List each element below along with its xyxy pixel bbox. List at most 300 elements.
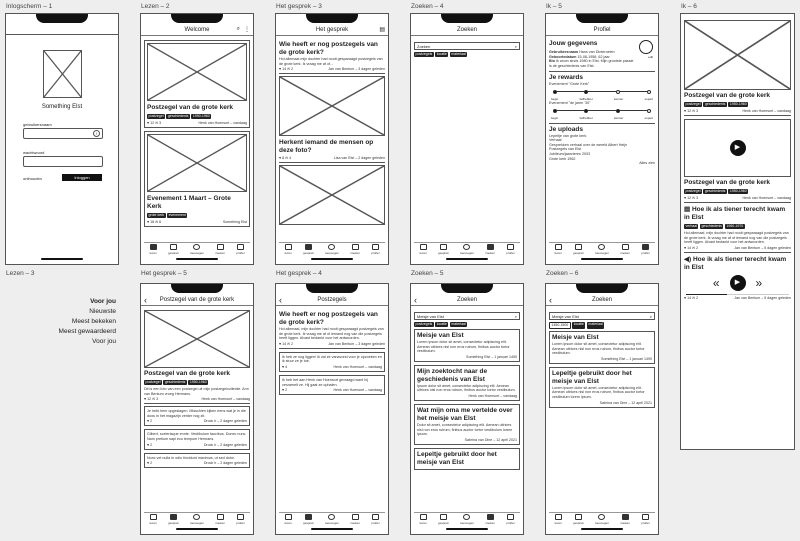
result-title: Wat mijn oma me vertelde over het meisje van Elst bbox=[417, 406, 513, 422]
phone-gesprek4 bbox=[275, 283, 389, 535]
back-icon[interactable]: ‹ bbox=[414, 294, 417, 305]
post-title: Postzegel van de grote kerk bbox=[684, 179, 770, 186]
notch bbox=[306, 14, 358, 23]
tag[interactable]: postzegel bbox=[148, 114, 164, 118]
tag[interactable]: geschiedenis bbox=[164, 380, 186, 384]
result-author: Sabrina van Dine – 12 april 2021 bbox=[599, 400, 652, 405]
question-card[interactable] bbox=[279, 41, 385, 74]
post-image bbox=[144, 310, 250, 368]
top-bar bbox=[141, 24, 253, 36]
book-icon bbox=[420, 244, 427, 250]
post-title: Postzegel van de grote kerk bbox=[147, 104, 233, 111]
password-label: wachtwoord bbox=[23, 150, 45, 155]
filter-chip[interactable]: materiaal bbox=[451, 322, 466, 326]
reply-stats: ♥ 4 bbox=[282, 364, 288, 369]
filter-chip[interactable]: 1450-1500 bbox=[549, 322, 571, 329]
plus-icon bbox=[193, 244, 200, 250]
nav-profiel[interactable]: profiel bbox=[506, 514, 514, 525]
result-text: Lorem ipsum dolor sit amet, consectetur adipiscing elit. Aenean ultrices nisl non eros rutrum, finibus auctor tortor vestibulum lorem ipsum. bbox=[552, 385, 645, 399]
post-stats: ♥ 12 ✉ 3 bbox=[147, 121, 162, 125]
frame-label-zoeken4: Zoeken – 4 bbox=[411, 3, 444, 10]
avatar-icon[interactable] bbox=[639, 40, 653, 54]
chat-icon bbox=[440, 244, 447, 250]
nav-lezen[interactable]: lezen bbox=[150, 514, 157, 525]
post-image bbox=[147, 134, 247, 192]
plus-icon bbox=[193, 514, 200, 520]
tag[interactable]: grote kerk bbox=[148, 213, 165, 217]
comment-text: Nunc vel nulla in odio tincidunt maximus, ut sed dolor. bbox=[147, 455, 235, 460]
remember-label: onthouden bbox=[23, 176, 42, 181]
search-result[interactable] bbox=[549, 367, 655, 408]
edit-link[interactable]: edit bbox=[648, 55, 653, 59]
top-bar bbox=[546, 24, 658, 36]
book-icon bbox=[285, 244, 292, 250]
search-icon bbox=[487, 244, 494, 250]
plus-icon bbox=[598, 244, 605, 250]
nav-toevoegen[interactable]: toevoegen bbox=[460, 514, 474, 525]
reward-progress bbox=[553, 107, 651, 115]
frame-label-inlog: Inlogscherm – 1 bbox=[6, 3, 53, 10]
post-title: Postzegel van de grote kerk bbox=[684, 92, 770, 99]
nav-profiel[interactable]: profiel bbox=[236, 514, 244, 525]
user-icon bbox=[372, 514, 379, 520]
phone-ik6 bbox=[680, 13, 795, 450]
page-title: Postzegel van de grote kerk bbox=[159, 296, 235, 303]
notch bbox=[441, 284, 493, 293]
comment-text: Gilbert, scelerisque ennte. Vestibulum faucibus. Donec nunc. Nam pretium sapi ecu tempum Hermans. bbox=[147, 432, 247, 441]
phone-gesprek5 bbox=[140, 283, 254, 535]
result-title: Lepeltje gebruikt door het meisje van Elst bbox=[552, 369, 632, 385]
result-text: Dolor sit amet, consectetur adipiscing elit. Aenean ultrices nisl non eros rutrum, finibus auctor tortor vestibulum lorem ipsum. bbox=[417, 422, 513, 437]
top-bar bbox=[411, 24, 523, 36]
book-icon bbox=[420, 514, 427, 520]
reply bbox=[279, 375, 385, 395]
post-card[interactable] bbox=[144, 40, 250, 128]
story-card[interactable] bbox=[684, 206, 791, 253]
section-title: Jouw gegevens bbox=[549, 40, 598, 47]
app-name: Something Elst bbox=[41, 104, 83, 110]
post-stats: ♥ 12 ✉ 3 bbox=[684, 196, 699, 200]
comment-author: Drock h – 2 dagen geleden bbox=[203, 461, 247, 466]
nav-toevoegen[interactable]: toevoegen bbox=[325, 514, 339, 525]
nav-gesprek[interactable]: gesprek bbox=[573, 244, 584, 255]
post-image bbox=[684, 20, 791, 90]
plus-icon bbox=[328, 514, 335, 520]
phone-login bbox=[5, 13, 119, 265]
post-author: Jan van Bentum – 5 dagen geleden bbox=[734, 296, 791, 301]
search-icon bbox=[352, 244, 359, 250]
frame-label-lezen3: Lezen – 3 bbox=[6, 270, 35, 277]
search-placeholder: Zoeken bbox=[417, 43, 431, 49]
nav-zoeken[interactable]: zoeken bbox=[485, 244, 495, 255]
search-result[interactable] bbox=[414, 329, 520, 362]
nav-gesprek[interactable]: gesprek bbox=[438, 244, 449, 255]
home-indicator bbox=[581, 258, 623, 260]
nav-lezen[interactable]: lezen bbox=[420, 514, 427, 525]
document-icon: ▤ bbox=[684, 206, 691, 213]
tag[interactable]: 1960-1970 bbox=[726, 224, 744, 228]
search-icon: ⌕ bbox=[514, 313, 517, 319]
result-title: Lepeltje gebruikt door het meisje van Elst bbox=[417, 450, 497, 466]
filter-chip[interactable]: materiaal bbox=[451, 52, 466, 56]
search-value: Meisje van Elst bbox=[552, 313, 579, 319]
page-title: Zoeken bbox=[456, 26, 477, 33]
result-title: Mijn zoektocht naar de geschiedenis van Elst bbox=[417, 367, 488, 383]
search-value: Meisje van Elst bbox=[417, 313, 444, 319]
comment bbox=[144, 429, 250, 449]
info-icon: ! bbox=[93, 130, 100, 137]
question-author: Jan van Bentum – 3 dagen geleden bbox=[328, 67, 385, 72]
notch bbox=[171, 14, 223, 23]
post-text: Hoi allemaal, mijn dochter had nooit gesparaagd postzegels van de grote kerk. Ik vraag me af of iemand nog van die postzegels heeft liggen. Alvast bedankt voor het antwoorden. bbox=[684, 231, 789, 245]
question-stats: ♥ 14 ✉ 2 bbox=[279, 341, 294, 346]
nav-lezen[interactable]: lezen bbox=[555, 244, 562, 255]
section-title: Je uploads bbox=[549, 125, 583, 133]
notch bbox=[171, 284, 223, 293]
nav-gesprek[interactable]: gesprek bbox=[168, 244, 179, 255]
nav-zoeken[interactable]: zoeken bbox=[620, 514, 630, 525]
top-bar bbox=[546, 294, 658, 306]
play-icon[interactable]: ▶ bbox=[730, 140, 746, 156]
result-author: Henk van Hoensort – vandaag bbox=[468, 393, 517, 398]
home-indicator bbox=[176, 528, 218, 530]
plus-icon bbox=[463, 244, 470, 250]
reply-stats: ♥ 2 bbox=[282, 388, 288, 393]
menu-item[interactable]: Voor jou bbox=[92, 338, 116, 345]
nav-profiel[interactable]: profiel bbox=[641, 244, 649, 255]
username-input[interactable] bbox=[23, 128, 103, 139]
post-title: ◀) Hoe ik als tiener terecht kwam in Elst bbox=[684, 255, 787, 271]
nav-zoeken[interactable]: zoeken bbox=[215, 244, 225, 255]
nav-zoeken[interactable]: zoeken bbox=[215, 514, 225, 525]
filter-chip[interactable]: postzegels bbox=[415, 322, 433, 326]
tag[interactable]: geschiedenis bbox=[704, 189, 726, 193]
result-text: Ipsum dolor sit amet, consectetur adipiscing elit. Aenean ultrices nisl non eros rutrum, finibus auctor tortor vestibulum. bbox=[417, 383, 516, 393]
comment-text: Je hebt hem opgeslagen. Misschien kijken eens wat je in die doos in het magazijn verder nog zit. bbox=[147, 409, 246, 418]
phone-zoeken4 bbox=[410, 13, 524, 265]
nav-lezen[interactable]: lezen bbox=[285, 514, 292, 525]
search-icon[interactable]: ⌕ bbox=[236, 26, 240, 32]
back-icon[interactable]: ‹ bbox=[279, 294, 282, 305]
filter-chip[interactable]: locatie bbox=[436, 52, 447, 56]
user-icon bbox=[507, 514, 514, 520]
post-stats: ♥ 12 ✉ 3 bbox=[684, 109, 699, 113]
question-stats: ♥ 8 ✉ 4 bbox=[279, 156, 292, 161]
phone-zoeken6 bbox=[545, 283, 659, 535]
post-title: Evenement 1 Maart – Grote Kerk bbox=[147, 195, 231, 210]
notch bbox=[306, 284, 358, 293]
frame-label-zoeken6: Zoeken – 6 bbox=[546, 270, 579, 277]
audio-card[interactable] bbox=[684, 256, 791, 301]
upload-item[interactable]: Gesprekken verhaal over de wereld Albert Heijn bbox=[549, 142, 628, 147]
home-indicator bbox=[41, 258, 83, 260]
question-card bbox=[279, 311, 385, 349]
bottom-nav bbox=[144, 512, 250, 525]
question-stats: ♥ 14 ✉ 2 bbox=[279, 67, 294, 72]
speaker-icon: ◀) bbox=[684, 255, 692, 263]
bottom-nav bbox=[144, 242, 250, 255]
rewind-icon[interactable]: « bbox=[712, 275, 720, 290]
result-text: Lorem ipsum dolor sit amet, consectetur adipiscing elit. Aenean ultrices nisl non eros rutrum, finibus auctor tortor vestibulum. bbox=[552, 342, 645, 356]
question-text: Hoi allemaal, mijn dochter had nooit gesparaagd postzegels van de grote kerk. Ik vraag me af of iemand nog van die postzegels heeft liggen. Alvast bedankt voor het antwoorden. bbox=[279, 327, 384, 341]
search-input[interactable] bbox=[414, 42, 520, 50]
search-icon bbox=[622, 514, 629, 520]
notch bbox=[441, 14, 493, 23]
result-title: Meisje van Elst bbox=[417, 332, 464, 339]
filter-chip[interactable]: postzegels bbox=[415, 52, 433, 56]
page-title: Postzegels bbox=[317, 296, 347, 303]
question-card[interactable] bbox=[279, 139, 385, 163]
user-icon bbox=[237, 514, 244, 520]
frame-label-gesprek3: Het gesprek – 3 bbox=[276, 3, 322, 10]
notch bbox=[576, 284, 628, 293]
back-icon[interactable]: ‹ bbox=[549, 294, 552, 305]
post-text: Dit is een foto van een postzegel uit mijn postzegelcollectie. Ann van Bentum vroeg Hermans. bbox=[144, 387, 249, 396]
phone-lezen2 bbox=[140, 13, 254, 265]
comment-stats: ♥ 2 bbox=[147, 442, 153, 447]
reply-author: Henk van Hoensort – vandaag bbox=[333, 388, 382, 393]
play-icon[interactable]: ▶ bbox=[730, 275, 746, 291]
search-icon bbox=[217, 514, 224, 520]
audio-progress[interactable] bbox=[686, 294, 789, 296]
chat-icon bbox=[575, 244, 582, 250]
post-stats: ♥ 18 ✉ 6 bbox=[147, 220, 162, 224]
post-stats: ♥ 14 ✉ 2 bbox=[684, 245, 699, 250]
search-icon bbox=[352, 514, 359, 520]
login-button[interactable]: Inloggen bbox=[62, 174, 102, 181]
top-bar bbox=[276, 24, 388, 36]
search-result[interactable] bbox=[414, 404, 520, 445]
user-icon bbox=[642, 514, 649, 520]
phone-ik5 bbox=[545, 13, 659, 265]
home-indicator bbox=[446, 258, 488, 260]
post-author: Something Elst bbox=[222, 220, 247, 224]
frame-label-ik5: Ik – 5 bbox=[546, 3, 562, 10]
frame-label-ik6: Ik – 6 bbox=[681, 3, 697, 10]
nav-zoeken[interactable]: zoeken bbox=[485, 514, 495, 525]
nav-gesprek[interactable]: gesprek bbox=[168, 514, 179, 525]
tag[interactable]: postzegel bbox=[685, 189, 701, 193]
page-title: Welcome bbox=[184, 26, 210, 33]
photo-placeholder bbox=[279, 165, 385, 225]
search-icon bbox=[622, 244, 629, 250]
nav-toevoegen[interactable]: toevoegen bbox=[460, 244, 474, 255]
top-bar bbox=[141, 294, 253, 306]
page-title: Profiel bbox=[593, 26, 611, 33]
search-icon: ⌕ bbox=[649, 313, 652, 319]
nav-toevoegen[interactable]: toevoegen bbox=[190, 514, 204, 525]
tag[interactable]: geschiedenis bbox=[704, 102, 726, 106]
book-icon bbox=[555, 514, 562, 520]
reply-text: Ik heb het aan Henk van Hoensort gevraagd want hij verzamelt ze. Hij gaat ze ophalen. bbox=[282, 377, 368, 387]
filter-chip[interactable]: locatie bbox=[436, 322, 447, 326]
reply-text: Ik heb ze nog liggen! Ik zal ze vanavond voor je opzoeken en ik stuur ze je toe. bbox=[282, 354, 382, 364]
divider bbox=[6, 34, 118, 35]
frame-label-gesprek5: Het gesprek – 5 bbox=[141, 270, 187, 277]
phone-gesprek3 bbox=[275, 13, 389, 265]
nav-gesprek[interactable]: gesprek bbox=[303, 244, 314, 255]
chat-icon bbox=[170, 514, 177, 520]
comment bbox=[144, 406, 250, 426]
logo-placeholder bbox=[43, 50, 82, 98]
see-all-link[interactable]: Alles zien bbox=[639, 161, 655, 166]
section-title: Je rewards bbox=[549, 74, 583, 82]
menu-item[interactable]: Voor jou bbox=[90, 298, 116, 305]
tag[interactable]: geschiedenis bbox=[701, 224, 722, 228]
nav-gesprek[interactable]: gesprek bbox=[438, 514, 449, 525]
chat-icon bbox=[305, 244, 312, 250]
phone-zoeken5 bbox=[410, 283, 524, 535]
password-input[interactable] bbox=[23, 156, 103, 167]
nav-lezen[interactable]: lezen bbox=[555, 514, 562, 525]
bottom-nav bbox=[549, 512, 655, 525]
nav-zoeken[interactable]: zoeken bbox=[350, 244, 360, 255]
nav-zoeken[interactable]: zoeken bbox=[350, 514, 360, 525]
audio-controls bbox=[684, 275, 791, 291]
nav-lezen[interactable]: lezen bbox=[150, 244, 157, 255]
menu-item[interactable]: Meest gewaardeerd bbox=[58, 328, 116, 335]
search-result[interactable] bbox=[414, 448, 520, 470]
page-title: Het gesprek bbox=[315, 26, 349, 33]
profile-section bbox=[549, 40, 655, 68]
user-icon bbox=[372, 244, 379, 250]
search-result[interactable] bbox=[414, 365, 520, 401]
tag[interactable]: verhaal bbox=[685, 224, 697, 228]
video-thumbnail[interactable] bbox=[684, 119, 791, 177]
nav-lezen[interactable]: lezen bbox=[285, 244, 292, 255]
page-title: Zoeken bbox=[456, 296, 477, 303]
post-stats: ♥ 12 ✉ 3 bbox=[144, 397, 159, 402]
username-label: gebruikersnaam bbox=[23, 122, 52, 127]
nav-profiel[interactable]: profiel bbox=[641, 514, 649, 525]
search-result[interactable] bbox=[549, 331, 655, 364]
tag[interactable]: 1950-1960 bbox=[729, 102, 747, 106]
filter-chip[interactable]: materiaal bbox=[587, 322, 604, 329]
nav-gesprek[interactable]: gesprek bbox=[573, 514, 584, 525]
book-icon bbox=[150, 514, 157, 520]
frame-label-gesprek4: Het gesprek – 4 bbox=[276, 270, 322, 277]
post-author: Henk van Hoensort – vandaag bbox=[742, 109, 791, 113]
post-author: Jan van Bentum – 5 dagen geleden bbox=[734, 245, 791, 250]
tag[interactable]: 1950-1960 bbox=[729, 189, 747, 193]
upload-item[interactable]: Verhaal bbox=[549, 138, 562, 143]
book-icon bbox=[150, 244, 157, 250]
nav-toevoegen[interactable]: toevoegen bbox=[595, 514, 609, 525]
tag[interactable]: 1950-1960 bbox=[189, 380, 207, 384]
comment-author: Drock h – 2 dagen geleden bbox=[203, 419, 247, 424]
post-author: Henk van Hoensort – vandaag bbox=[742, 196, 791, 200]
user-icon bbox=[507, 244, 514, 250]
nav-profiel[interactable]: profiel bbox=[371, 244, 379, 255]
tag[interactable]: 1950-1960 bbox=[192, 114, 210, 118]
home-indicator bbox=[446, 528, 488, 530]
tag[interactable]: geschiedenis bbox=[167, 114, 189, 118]
photo-placeholder bbox=[279, 76, 385, 136]
upload-item[interactable]: Grote kerk 1962 bbox=[549, 156, 576, 161]
nav-gesprek[interactable]: gesprek bbox=[303, 514, 314, 525]
question-title: Herkent iemand de mensen op deze foto? bbox=[279, 139, 374, 155]
filter-chip[interactable]: locatie bbox=[572, 322, 585, 329]
uploads-section bbox=[549, 123, 655, 166]
post-image bbox=[147, 43, 247, 101]
search-input[interactable] bbox=[549, 312, 655, 320]
menu-item[interactable]: Meest bekeken bbox=[71, 318, 116, 325]
notch bbox=[36, 14, 88, 23]
chat-icon bbox=[305, 514, 312, 520]
search-input[interactable] bbox=[414, 312, 520, 320]
chat-icon bbox=[440, 514, 447, 520]
user-icon bbox=[642, 244, 649, 250]
post-title: ▤ Hoe ik als tiener terecht kwam in Elst bbox=[684, 206, 786, 221]
rewards-section: Je rewards Evenement "Grote Kerk" begin liefhebber kenner expert Evenement "de jaren '30" begin liefhebber kenner expert bbox=[549, 71, 655, 119]
nav-profiel[interactable]: profiel bbox=[236, 244, 244, 255]
result-author: Sabrina van Dine – 12 april 2021 bbox=[464, 437, 517, 442]
nav-toevoegen[interactable]: toevoegen bbox=[595, 244, 609, 255]
result-text: Lorem ipsum dolor sit amet, consectetur adipiscing elit. Aenean ultrices nisl non eros rutrum, finibus auctor tortor vestibulum. bbox=[417, 340, 510, 354]
back-icon[interactable]: ‹ bbox=[144, 294, 147, 305]
result-title: Meisje van Elst bbox=[552, 334, 599, 341]
search-icon: ⌕ bbox=[514, 43, 517, 49]
more-icon[interactable]: ⋮ bbox=[244, 27, 250, 33]
tag[interactable]: postzegel bbox=[685, 102, 701, 106]
nav-profiel[interactable]: profiel bbox=[506, 244, 514, 255]
compose-icon[interactable]: ▤ bbox=[379, 27, 385, 33]
comment-stats: ♥ 2 bbox=[147, 419, 153, 424]
post-author: Henk van Hoensort – vandaag bbox=[201, 397, 250, 402]
upload-item[interactable]: Postzegels van Elst bbox=[549, 147, 582, 152]
bottom-nav bbox=[279, 512, 385, 525]
book-icon bbox=[285, 514, 292, 520]
upload-item[interactable]: Jubileum/jaarvieren 2003 bbox=[549, 151, 591, 156]
book-icon bbox=[555, 244, 562, 250]
menu-item[interactable]: Nieuwste bbox=[89, 308, 116, 315]
notch bbox=[576, 14, 628, 23]
post-title: Postzegel van de grote kerk bbox=[144, 370, 230, 377]
nav-zoeken[interactable]: zoeken bbox=[620, 244, 630, 255]
comment-stats: ♥ 2 bbox=[147, 461, 153, 466]
home-indicator bbox=[581, 528, 623, 530]
nav-lezen[interactable]: lezen bbox=[420, 244, 427, 255]
top-bar bbox=[411, 294, 523, 306]
nav-toevoegen[interactable]: toevoegen bbox=[325, 244, 339, 255]
top-bar bbox=[276, 294, 388, 306]
question-author: Jan van Bentum – 3 dagen geleden bbox=[328, 341, 385, 346]
user-icon bbox=[237, 244, 244, 250]
question-title: Wie heeft er nog postzegels van de grote kerk? bbox=[279, 41, 378, 56]
upload-item[interactable]: Lepeltje van grote kerk bbox=[549, 133, 587, 138]
question-author: Lisa van Elst – 2 dagen geleden bbox=[333, 156, 385, 161]
plus-icon bbox=[598, 514, 605, 520]
reply-author: Henk van Hoensort – vandaag bbox=[333, 364, 382, 369]
plus-icon bbox=[328, 244, 335, 250]
reward-progress bbox=[553, 88, 651, 96]
reward-title: Evenement "de jaren '30" bbox=[549, 100, 591, 105]
profile-fields: Gebruikersnaam Hans van Dinteroelen Geboortedatum 15-08-1958, 62 jaar Bio Ik woon sinds 1980 in Elst. Mijn grootste passie is de geschiedenis van Elst. bbox=[549, 50, 634, 68]
tag[interactable]: evenement bbox=[168, 213, 186, 217]
bottom-nav bbox=[549, 242, 655, 255]
remember-checkbox[interactable] bbox=[23, 176, 42, 181]
tag[interactable]: postzegel bbox=[145, 380, 161, 384]
bottom-nav bbox=[279, 242, 385, 255]
comment bbox=[144, 453, 250, 469]
nav-profiel[interactable]: profiel bbox=[371, 514, 379, 525]
reply bbox=[279, 352, 385, 372]
home-indicator bbox=[311, 258, 353, 260]
home-indicator bbox=[176, 258, 218, 260]
forward-icon[interactable]: » bbox=[755, 275, 763, 290]
post-card[interactable] bbox=[144, 131, 250, 227]
nav-toevoegen[interactable]: toevoegen bbox=[190, 244, 204, 255]
